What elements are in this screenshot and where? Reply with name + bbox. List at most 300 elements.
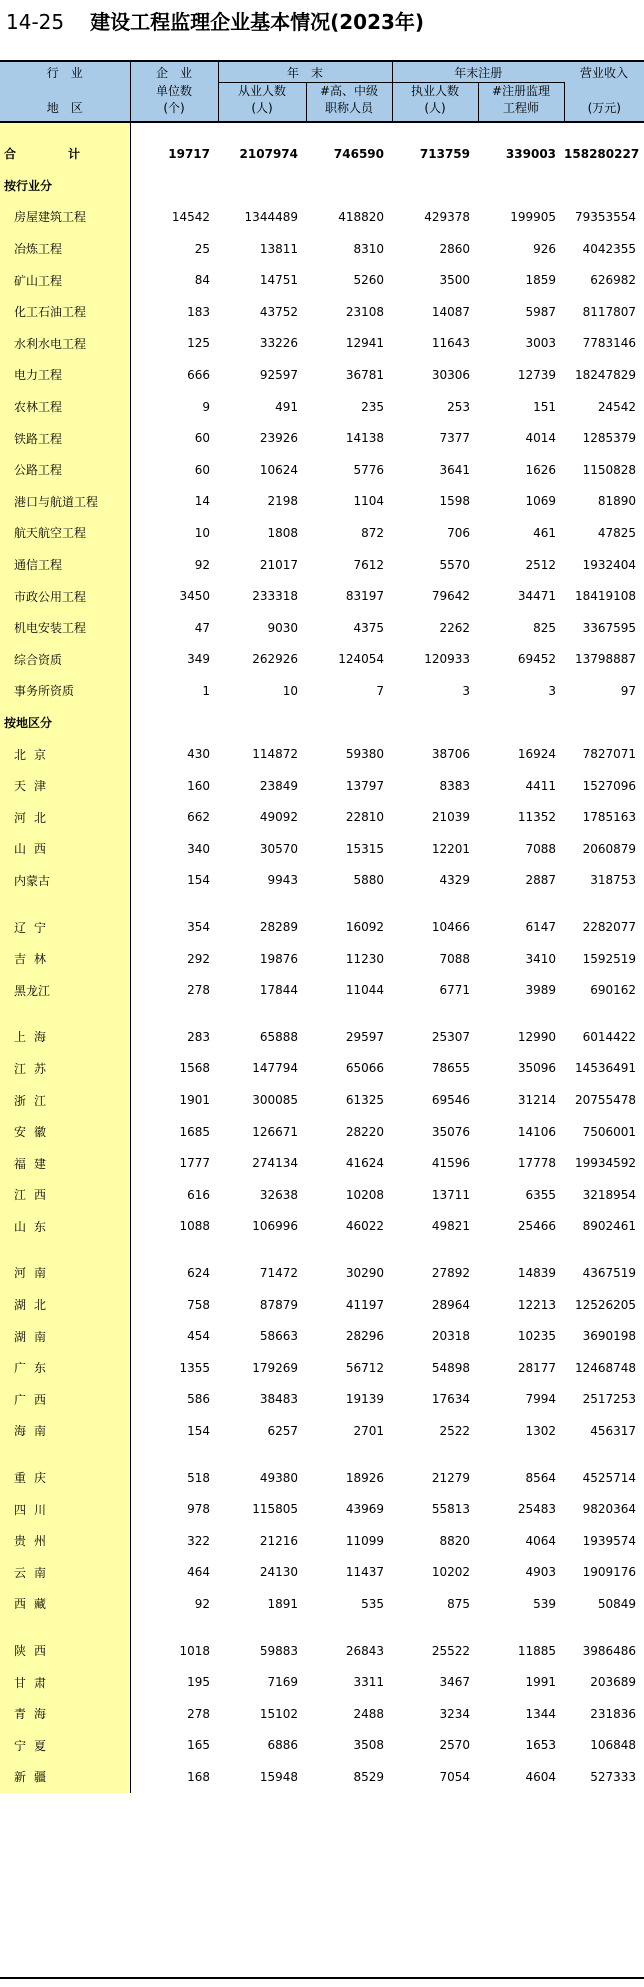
table-row — [0, 1211, 644, 1243]
table-row — [0, 549, 644, 581]
cell-value: 21216 — [259, 1533, 298, 1548]
cell-value — [130, 1242, 218, 1257]
header-senior-staff-unit: 职称人员 — [306, 100, 392, 122]
cell-value: 79642 — [431, 589, 471, 604]
cell-value: 1777 — [179, 1156, 210, 1171]
cell-value: 47 — [194, 620, 210, 635]
cell-value — [392, 707, 478, 739]
header-employees: 从业人数 — [218, 83, 306, 101]
cell-value: 746590 — [333, 146, 385, 161]
cell-value: 2887 — [525, 873, 557, 888]
cell-value — [564, 1447, 644, 1462]
cell-value: 10202 — [431, 1565, 471, 1580]
cell-value: 26843 — [345, 1643, 385, 1658]
cell-value: 2107974 — [239, 146, 298, 161]
cell-value: 4367519 — [582, 1265, 637, 1280]
cell-value — [130, 1447, 218, 1462]
row-label: 新疆 — [0, 1761, 130, 1793]
row-label: 农林工程 — [0, 391, 130, 423]
cell-value: 6771 — [439, 983, 471, 998]
cell-value: 30290 — [345, 1265, 385, 1280]
cell-value — [130, 1620, 218, 1635]
cell-value: 4525714 — [582, 1470, 637, 1485]
cell-value: 1355 — [179, 1360, 210, 1375]
cell-value: 2488 — [353, 1706, 385, 1721]
cell-value: 3234 — [439, 1706, 471, 1721]
table-row — [0, 170, 644, 202]
cell-value: 10466 — [431, 920, 471, 935]
cell-value: 65888 — [259, 1029, 298, 1044]
cell-value: 7088 — [525, 841, 557, 856]
cell-value — [564, 1620, 644, 1635]
cell-value: 49380 — [259, 1470, 298, 1485]
table-row — [0, 422, 644, 454]
table-row — [0, 1462, 644, 1494]
table-row — [0, 1493, 644, 1525]
cell-value: 3218954 — [582, 1187, 637, 1202]
row-label: 事务所资质 — [0, 675, 130, 707]
cell-value: 278 — [187, 1706, 210, 1721]
table-row — [0, 391, 644, 423]
cell-value: 10 — [282, 683, 298, 698]
cell-value: 3989 — [525, 983, 557, 998]
table-body — [0, 122, 644, 1793]
cell-value: 283 — [187, 1029, 210, 1044]
cell-value: 168 — [187, 1769, 210, 1784]
cell-value: 24130 — [259, 1565, 298, 1580]
table-row — [0, 612, 644, 644]
cell-value: 154 — [187, 873, 210, 888]
cell-value: 3450 — [179, 589, 210, 604]
table-row — [0, 801, 644, 833]
cell-value: 124054 — [338, 652, 385, 667]
cell-value: 13811 — [259, 241, 298, 256]
cell-value: 354 — [187, 920, 210, 935]
cell-value — [564, 896, 644, 911]
cell-value: 11352 — [517, 810, 557, 825]
cell-value: 28177 — [517, 1360, 557, 1375]
cell-value — [392, 1242, 478, 1257]
header-enterprise: 企 业 — [130, 62, 218, 83]
cell-value: 14536491 — [574, 1061, 637, 1076]
cell-value: 20318 — [431, 1329, 471, 1344]
cell-value: 28964 — [431, 1297, 471, 1312]
row-label: 江西 — [0, 1179, 130, 1211]
cell-value — [392, 1006, 478, 1021]
cell-value: 1626 — [525, 462, 557, 477]
cell-value: 60 — [194, 431, 210, 446]
cell-value: 690162 — [590, 983, 637, 998]
cell-value: 15315 — [345, 841, 385, 856]
cell-value: 2522 — [439, 1423, 471, 1438]
cell-value: 3003 — [525, 336, 557, 351]
cell-value: 2570 — [439, 1738, 471, 1753]
row-label — [0, 1242, 130, 1257]
cell-value: 12201 — [431, 841, 471, 856]
cell-value — [564, 707, 644, 739]
cell-value: 1808 — [267, 525, 298, 540]
cell-value — [478, 896, 564, 911]
cell-value: 19934592 — [574, 1156, 637, 1171]
row-label: 云南 — [0, 1557, 130, 1589]
cell-value: 11885 — [517, 1643, 557, 1658]
table-row — [0, 454, 644, 486]
spacer-row — [0, 1620, 644, 1635]
table-row — [0, 1730, 644, 1762]
table-row — [0, 833, 644, 865]
cell-value: 1685 — [179, 1124, 210, 1139]
table-row — [0, 1116, 644, 1148]
cell-value: 35096 — [517, 1061, 557, 1076]
cell-value — [306, 707, 392, 739]
cell-value: 34471 — [517, 589, 557, 604]
cell-value: 30570 — [259, 841, 298, 856]
cell-value: 3410 — [525, 951, 557, 966]
table-row — [0, 580, 644, 612]
cell-value: 12526205 — [574, 1297, 637, 1312]
row-label: 吉林 — [0, 943, 130, 975]
cell-value: 15948 — [259, 1769, 298, 1784]
cell-value: 12739 — [517, 367, 557, 382]
table-row — [0, 1352, 644, 1384]
cell-value: 69546 — [431, 1093, 471, 1108]
cell-value: 83197 — [345, 589, 385, 604]
cell-value: 2060879 — [582, 841, 637, 856]
cell-value — [478, 170, 564, 202]
cell-value: 1069 — [525, 494, 557, 509]
table-row — [0, 1084, 644, 1116]
row-label — [0, 1620, 130, 1635]
cell-value: 2860 — [439, 241, 471, 256]
row-label: 按地区分 — [0, 707, 130, 739]
header-unit-count: 单位数 — [130, 83, 218, 101]
cell-value: 3690198 — [582, 1329, 637, 1344]
header-unit-count-unit: (个) — [130, 100, 218, 122]
cell-value: 6257 — [267, 1423, 298, 1438]
cell-value: 349 — [187, 652, 210, 667]
cell-value: 92597 — [259, 367, 298, 382]
row-label: 上海 — [0, 1021, 130, 1053]
cell-value: 1598 — [439, 494, 471, 509]
table-row — [0, 1635, 644, 1667]
cell-value: 11230 — [345, 951, 385, 966]
cell-value: 3311 — [353, 1675, 385, 1690]
cell-value: 875 — [447, 1596, 471, 1611]
cell-value: 262926 — [252, 652, 298, 667]
cell-value: 8383 — [439, 778, 471, 793]
table-row — [0, 1761, 644, 1793]
cell-value: 61325 — [345, 1093, 385, 1108]
cell-value — [218, 1006, 306, 1021]
cell-value: 626982 — [590, 273, 637, 288]
cell-value: 4411 — [525, 778, 557, 793]
table-row — [0, 1257, 644, 1289]
cell-value: 429378 — [424, 209, 471, 224]
cell-value: 11044 — [345, 983, 385, 998]
cell-value: 491 — [275, 399, 298, 414]
cell-value: 8310 — [353, 241, 385, 256]
cell-value: 518 — [187, 1470, 210, 1485]
cell-value: 1653 — [525, 1738, 557, 1753]
cell-value: 29597 — [345, 1029, 385, 1044]
row-label: 辽宁 — [0, 911, 130, 943]
cell-value: 539 — [533, 1596, 557, 1611]
cell-value: 199905 — [510, 209, 557, 224]
cell-value: 16092 — [345, 920, 385, 935]
cell-value — [218, 1242, 306, 1257]
row-label: 铁路工程 — [0, 422, 130, 454]
header-revenue: 营业收入 — [564, 62, 644, 83]
cell-value: 3508 — [353, 1738, 385, 1753]
cell-value — [478, 1447, 564, 1462]
cell-value — [306, 1242, 392, 1257]
cell-value: 430 — [187, 747, 210, 762]
cell-value: 4329 — [439, 873, 471, 888]
row-label: 西藏 — [0, 1588, 130, 1620]
cell-value: 14839 — [517, 1265, 557, 1280]
cell-value: 23108 — [345, 304, 385, 319]
cell-value: 69452 — [517, 652, 557, 667]
cell-value: 3 — [462, 683, 471, 698]
row-label: 重庆 — [0, 1462, 130, 1494]
header-practitioners-unit: (人) — [392, 100, 478, 122]
cell-value: 35076 — [431, 1124, 471, 1139]
table-row — [0, 1588, 644, 1620]
cell-value: 5880 — [353, 873, 385, 888]
cell-value: 28289 — [259, 920, 298, 935]
cell-value: 926 — [533, 241, 557, 256]
cell-value: 2512 — [525, 557, 557, 572]
cell-value: 1344 — [525, 1706, 557, 1721]
cell-value: 106848 — [590, 1738, 637, 1753]
cell-value: 1901 — [179, 1093, 210, 1108]
cell-value: 10 — [194, 525, 210, 540]
spacer-row — [0, 1242, 644, 1257]
cell-value: 31214 — [517, 1093, 557, 1108]
row-label: 港口与航道工程 — [0, 486, 130, 518]
cell-value: 14751 — [259, 273, 298, 288]
header-senior-staff: #高、中级 — [306, 83, 392, 101]
cell-value: 2701 — [353, 1423, 385, 1438]
table-row — [0, 770, 644, 802]
cell-value: 292 — [187, 951, 210, 966]
row-label: 黑龙江 — [0, 974, 130, 1006]
cell-value: 5260 — [353, 273, 385, 288]
cell-value: 147794 — [252, 1061, 298, 1076]
cell-value: 1150828 — [582, 462, 637, 477]
table-row — [0, 1384, 644, 1416]
cell-value: 12941 — [345, 336, 385, 351]
row-label: 北京 — [0, 738, 130, 770]
row-label: 综合资质 — [0, 644, 130, 676]
row-label: 福建 — [0, 1147, 130, 1179]
table-row — [0, 201, 644, 233]
row-label: 河南 — [0, 1257, 130, 1289]
cell-value — [218, 1447, 306, 1462]
cell-value: 4014 — [525, 431, 557, 446]
cell-value: 456317 — [590, 1423, 637, 1438]
cell-value: 7054 — [439, 1769, 471, 1784]
row-label — [0, 896, 130, 911]
cell-value: 300085 — [252, 1093, 298, 1108]
cell-value: 6014422 — [582, 1029, 637, 1044]
table-row — [0, 644, 644, 676]
cell-value: 28220 — [345, 1124, 385, 1139]
cell-value: 1939574 — [582, 1533, 637, 1548]
cell-value: 18247829 — [574, 367, 637, 382]
cell-value: 11437 — [345, 1565, 385, 1580]
header-registered-supervisors-unit: 工程师 — [478, 100, 564, 122]
table-row — [0, 707, 644, 739]
cell-value: 97 — [620, 683, 637, 698]
cell-value — [564, 170, 644, 202]
cell-value: 160 — [187, 778, 210, 793]
cell-value: 10208 — [345, 1187, 385, 1202]
cell-value: 4064 — [525, 1533, 557, 1548]
cell-value — [306, 1006, 392, 1021]
row-label: 广东 — [0, 1352, 130, 1384]
table-number: 14-25 — [6, 10, 65, 34]
cell-value: 55813 — [431, 1502, 471, 1517]
cell-value: 9 — [202, 399, 210, 414]
cell-value: 278 — [187, 983, 210, 998]
cell-value: 78655 — [431, 1061, 471, 1076]
cell-value: 3467 — [439, 1675, 471, 1690]
cell-value: 4604 — [525, 1769, 557, 1784]
cell-value: 41197 — [345, 1297, 385, 1312]
cell-value: 4042355 — [582, 241, 637, 256]
cell-value: 666 — [187, 367, 210, 382]
row-label: 化工石油工程 — [0, 296, 130, 328]
cell-value: 195 — [187, 1675, 210, 1690]
spacer-row — [0, 896, 644, 911]
cell-value: 7377 — [439, 431, 471, 446]
cell-value: 235 — [361, 399, 385, 414]
row-label: 安徽 — [0, 1116, 130, 1148]
cell-value: 8820 — [439, 1533, 471, 1548]
cell-value: 2517253 — [582, 1392, 637, 1407]
cell-value: 21039 — [431, 810, 471, 825]
cell-value: 59380 — [345, 747, 385, 762]
cell-value: 25483 — [517, 1502, 557, 1517]
cell-value: 1 — [202, 683, 210, 698]
cell-value: 60 — [194, 462, 210, 477]
spacer-row — [0, 1006, 644, 1021]
cell-value: 87879 — [259, 1297, 298, 1312]
cell-value: 25307 — [431, 1029, 471, 1044]
row-label: 机电安装工程 — [0, 612, 130, 644]
cell-value: 25466 — [517, 1219, 557, 1234]
row-label: 江苏 — [0, 1053, 130, 1085]
cell-value: 59883 — [259, 1643, 298, 1658]
header-employees-unit: (人) — [218, 100, 306, 122]
table-row — [0, 1053, 644, 1085]
cell-value: 120933 — [424, 652, 471, 667]
table-row — [0, 738, 644, 770]
cell-value: 32638 — [259, 1187, 298, 1202]
cell-value — [130, 707, 218, 739]
table-row — [0, 1525, 644, 1557]
table-title-text: 建设工程监理企业基本情况(2023年) — [90, 10, 425, 34]
cell-value: 5570 — [439, 557, 471, 572]
header-registered: 年末注册 — [392, 62, 564, 83]
cell-value: 21279 — [431, 1470, 471, 1485]
cell-value: 7783146 — [582, 336, 637, 351]
bottom-rule — [0, 1977, 644, 1979]
row-label: 青海 — [0, 1698, 130, 1730]
cell-value: 339003 — [505, 146, 557, 161]
cell-value: 3500 — [439, 273, 471, 288]
cell-value — [130, 1006, 218, 1021]
table-row — [0, 122, 644, 138]
cell-value: 46022 — [345, 1219, 385, 1234]
cell-value — [218, 170, 306, 202]
statistics-table — [0, 62, 644, 1793]
cell-value: 125 — [187, 336, 210, 351]
cell-value: 233318 — [252, 589, 298, 604]
header-revenue-unit: (万元) — [564, 100, 644, 122]
cell-value: 527333 — [590, 1769, 637, 1784]
cell-value: 6886 — [267, 1738, 298, 1753]
row-label: 电力工程 — [0, 359, 130, 391]
row-label: 航天航空工程 — [0, 517, 130, 549]
cell-value: 1344489 — [244, 209, 298, 224]
cell-value — [478, 1006, 564, 1021]
cell-value: 1018 — [179, 1643, 210, 1658]
cell-value — [306, 896, 392, 911]
cell-value: 418820 — [338, 209, 385, 224]
cell-value: 535 — [361, 1596, 385, 1611]
cell-value: 12213 — [517, 1297, 557, 1312]
cell-value: 1302 — [525, 1423, 557, 1438]
cell-value: 10624 — [259, 462, 298, 477]
cell-value: 1991 — [525, 1675, 557, 1690]
cell-value: 50849 — [597, 1596, 637, 1611]
cell-value: 12990 — [517, 1029, 557, 1044]
cell-value: 758 — [187, 1297, 210, 1312]
cell-value — [306, 170, 392, 202]
cell-value: 20755478 — [574, 1093, 637, 1108]
header-industry: 行 业 — [0, 62, 130, 83]
cell-value: 7506001 — [582, 1124, 637, 1139]
cell-value: 21017 — [259, 557, 298, 572]
row-label: 水利水电工程 — [0, 328, 130, 360]
cell-value: 183 — [187, 304, 210, 319]
cell-value: 15102 — [259, 1706, 298, 1721]
cell-value: 706 — [447, 525, 471, 540]
cell-value: 79353554 — [574, 209, 637, 224]
table-row — [0, 943, 644, 975]
cell-value: 36781 — [345, 367, 385, 382]
table-row — [0, 911, 644, 943]
table-row — [0, 359, 644, 391]
cell-value: 54898 — [431, 1360, 471, 1375]
cell-value: 9943 — [267, 873, 298, 888]
cell-value: 8902461 — [582, 1219, 637, 1234]
cell-value — [478, 1242, 564, 1257]
cell-value: 38706 — [431, 747, 471, 762]
cell-value: 33226 — [259, 336, 298, 351]
table-row — [0, 328, 644, 360]
cell-value — [218, 707, 306, 739]
cell-value: 14087 — [431, 304, 471, 319]
cell-value: 115805 — [252, 1502, 298, 1517]
row-label: 山东 — [0, 1211, 130, 1243]
cell-value: 11099 — [345, 1533, 385, 1548]
row-label: 陕西 — [0, 1635, 130, 1667]
cell-value: 1909176 — [582, 1565, 637, 1580]
cell-value: 14138 — [345, 431, 385, 446]
